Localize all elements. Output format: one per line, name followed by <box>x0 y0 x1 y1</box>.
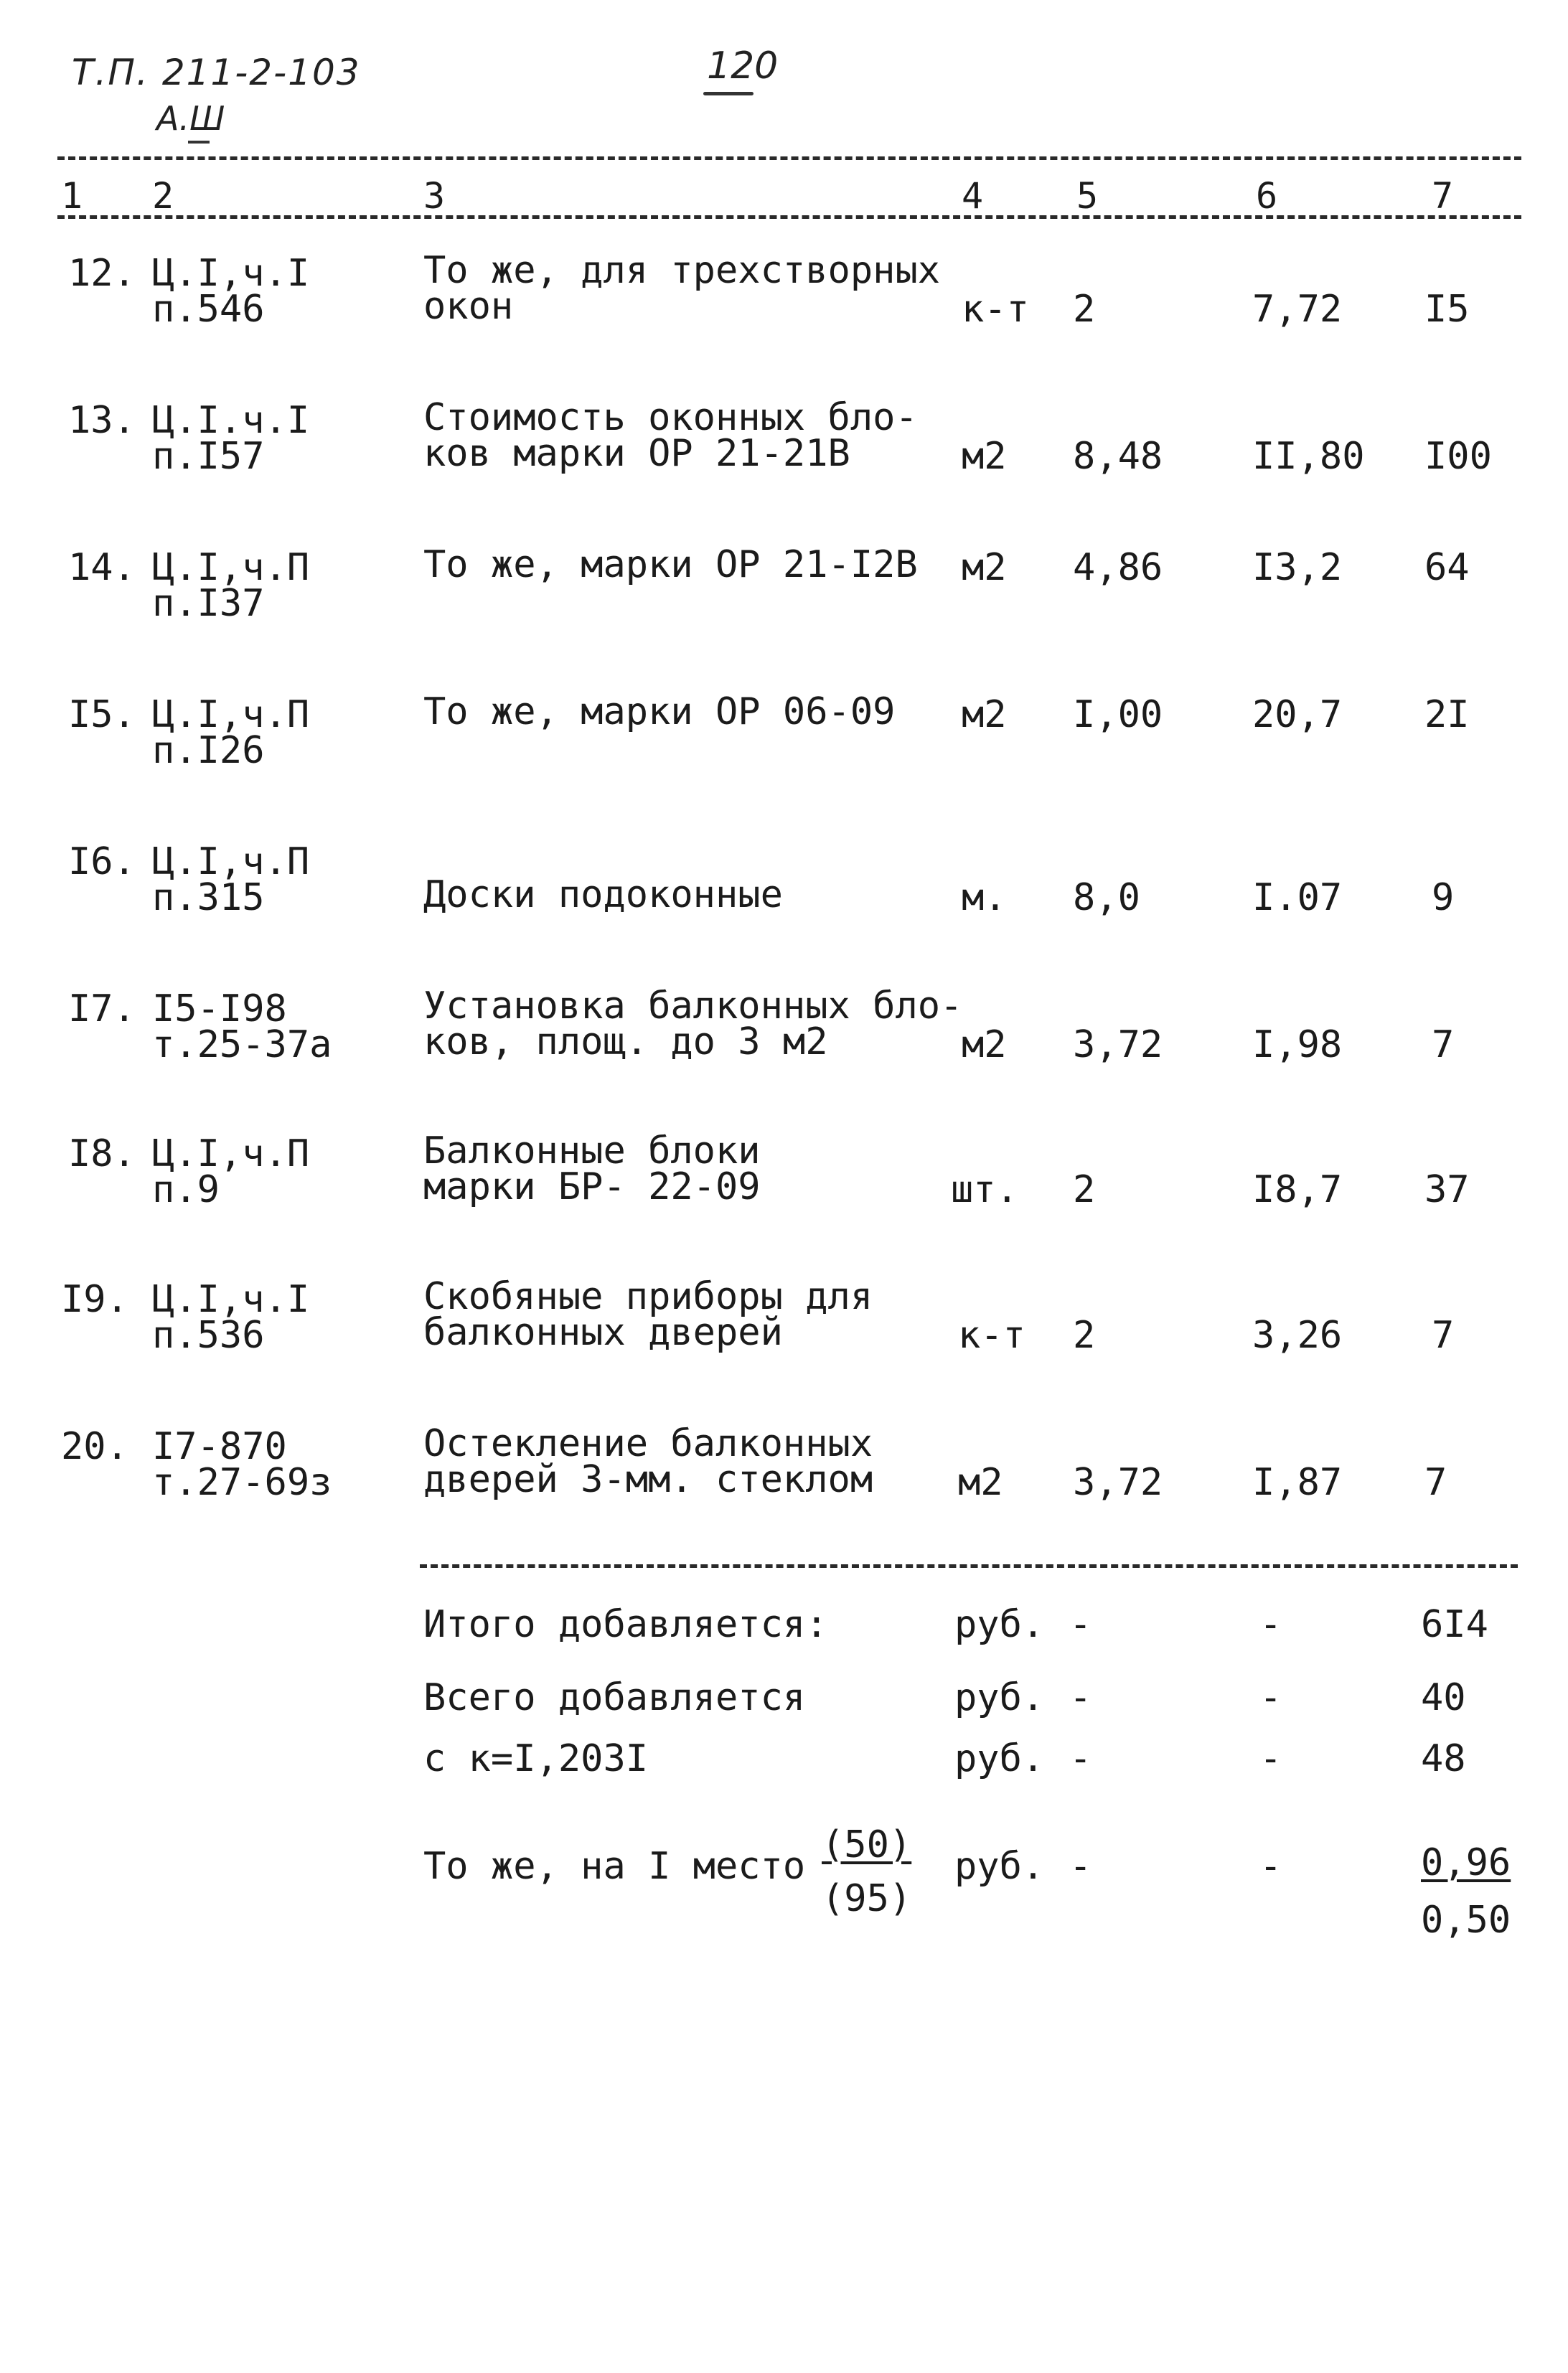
row-number: I7. <box>68 987 136 1030</box>
row-quantity: 2 <box>1073 1168 1096 1211</box>
row-total: 2I <box>1424 693 1470 736</box>
summary-price: - <box>1259 1845 1282 1888</box>
row-reference: I5-I98 <box>152 987 287 1030</box>
row-number: 12. <box>68 252 136 295</box>
row-number: 20. <box>61 1425 128 1468</box>
column-header-6: 6 <box>1256 175 1278 217</box>
document-code: Т.П. 211-2-103 <box>72 52 361 93</box>
row-reference-item: п.9 <box>152 1168 220 1211</box>
row-reference: Ц.I,ч.П <box>152 546 310 589</box>
row-price: I,87 <box>1252 1461 1343 1504</box>
row-total: 64 <box>1424 546 1470 589</box>
row-total: I5 <box>1424 288 1470 331</box>
summary-price: - <box>1259 1737 1282 1780</box>
summary-label: с к=I,203I <box>423 1737 649 1780</box>
row-description: Остекление балконных дверей 3-мм. стеклом <box>423 1422 873 1501</box>
row-unit: шт. <box>951 1168 1018 1211</box>
row-number: I5. <box>68 693 136 736</box>
row-reference-item: п.I57 <box>152 435 265 478</box>
row-quantity: 8,0 <box>1073 876 1140 919</box>
summary-total: 40 <box>1421 1676 1466 1719</box>
row-total: 7 <box>1432 1314 1455 1357</box>
row-unit: м2 <box>958 1461 1003 1504</box>
sheet-underline <box>188 141 210 144</box>
row-description: Балконные блоки марки БР- 22-09 <box>423 1129 761 1208</box>
row-price: 3,26 <box>1252 1314 1343 1357</box>
summary-price: - <box>1259 1676 1282 1719</box>
row-quantity: 4,86 <box>1073 546 1163 589</box>
row-quantity: 2 <box>1073 288 1096 331</box>
row-number: 14. <box>68 546 136 589</box>
summary-label: Итого добавляется: <box>423 1603 828 1646</box>
per-place-denominator: (95) <box>822 1877 912 1920</box>
row-reference: Ц.I,ч.П <box>152 840 310 883</box>
row-reference-item: п.536 <box>152 1314 265 1357</box>
summary-rule <box>420 1564 1518 1568</box>
row-description: Стоимость оконных бло- ков марки ОР 21-21В <box>423 396 918 475</box>
summary-quantity: - <box>1069 1737 1092 1780</box>
row-description: Доски подоконные <box>423 873 783 916</box>
row-unit: м2 <box>962 1023 1007 1066</box>
row-reference-item: п.I26 <box>152 729 265 772</box>
row-unit: к-т <box>958 1314 1025 1357</box>
row-unit: м. <box>962 876 1007 919</box>
row-total: I00 <box>1424 435 1492 478</box>
row-reference: Ц.I,ч.П <box>152 693 310 736</box>
row-quantity: 3,72 <box>1073 1461 1163 1504</box>
row-reference: Ц.I,ч.I <box>152 252 310 295</box>
column-header-7: 7 <box>1432 175 1454 217</box>
summary-unit: руб. <box>954 1737 1045 1780</box>
row-price: I3,2 <box>1252 546 1343 589</box>
row-number: I6. <box>68 840 136 883</box>
row-description: То же, марки ОР 06-09 <box>423 690 896 733</box>
row-unit: м2 <box>962 693 1007 736</box>
summary-label: То же, на I место <box>423 1845 806 1888</box>
row-total: 9 <box>1432 876 1455 919</box>
row-quantity: 2 <box>1073 1314 1096 1357</box>
row-reference-item: п.315 <box>152 876 265 919</box>
page-number: 120 <box>707 44 779 88</box>
column-header-5: 5 <box>1076 175 1099 217</box>
row-number: 13. <box>68 399 136 442</box>
row-price: I8,7 <box>1252 1168 1343 1211</box>
row-reference: Ц.I.ч.I <box>152 399 310 442</box>
summary-price: - <box>1259 1603 1282 1646</box>
summary-unit: руб. <box>954 1603 1045 1646</box>
row-reference-item: п.546 <box>152 288 265 331</box>
summary-quantity: - <box>1069 1676 1092 1719</box>
row-description: То же, марки ОР 21-I2В <box>423 543 918 586</box>
summary-unit: руб. <box>954 1676 1045 1719</box>
row-unit: м2 <box>962 435 1007 478</box>
summary-total: 48 <box>1421 1737 1466 1780</box>
row-price: II,80 <box>1252 435 1365 478</box>
row-unit: м2 <box>962 546 1007 589</box>
row-quantity: 8,48 <box>1073 435 1163 478</box>
column-header-2: 2 <box>152 175 174 217</box>
row-price: 7,72 <box>1252 288 1343 331</box>
row-total: 7 <box>1432 1023 1455 1066</box>
per-place-numerator: (50) <box>822 1823 912 1866</box>
row-description: То же, для трехстворных окон <box>423 249 941 328</box>
column-header-4: 4 <box>962 175 984 217</box>
summary-total: 6I4 <box>1421 1603 1488 1646</box>
row-price: I,98 <box>1252 1023 1343 1066</box>
row-unit: к-т <box>962 288 1029 331</box>
row-reference: Ц.I,ч.П <box>152 1132 310 1175</box>
row-description: Скобяные приборы для балконных дверей <box>423 1275 873 1354</box>
summary-label: Всего добавляется <box>423 1676 806 1719</box>
row-price: I.07 <box>1252 876 1343 919</box>
row-reference-item: п.I37 <box>152 582 265 625</box>
row-total: 7 <box>1424 1461 1447 1504</box>
row-quantity: I,00 <box>1073 693 1163 736</box>
row-reference-item: т.25-37а <box>152 1023 332 1066</box>
row-number: I8. <box>68 1132 136 1175</box>
row-total: 37 <box>1424 1168 1470 1211</box>
row-number: I9. <box>61 1278 128 1321</box>
header-top-rule <box>57 156 1521 160</box>
page-number-underline <box>703 92 754 95</box>
summary-total-numerator: 0,96 <box>1421 1841 1511 1884</box>
row-price: 20,7 <box>1252 693 1343 736</box>
column-header-1: 1 <box>61 175 83 217</box>
column-header-3: 3 <box>423 175 446 217</box>
summary-unit: руб. <box>954 1845 1045 1888</box>
sheet-label: А.Ш <box>156 99 225 138</box>
row-reference-item: т.27-69з <box>152 1461 332 1504</box>
row-reference: I7-870 <box>152 1425 287 1468</box>
summary-quantity: - <box>1069 1845 1092 1888</box>
row-quantity: 3,72 <box>1073 1023 1163 1066</box>
row-reference: Ц.I,ч.I <box>152 1278 310 1321</box>
header-bottom-rule <box>57 215 1521 219</box>
summary-quantity: - <box>1069 1603 1092 1646</box>
summary-total-denominator: 0,50 <box>1421 1899 1511 1942</box>
row-description: Установка балконных бло- ков, площ. до 3 м2 <box>423 985 963 1063</box>
